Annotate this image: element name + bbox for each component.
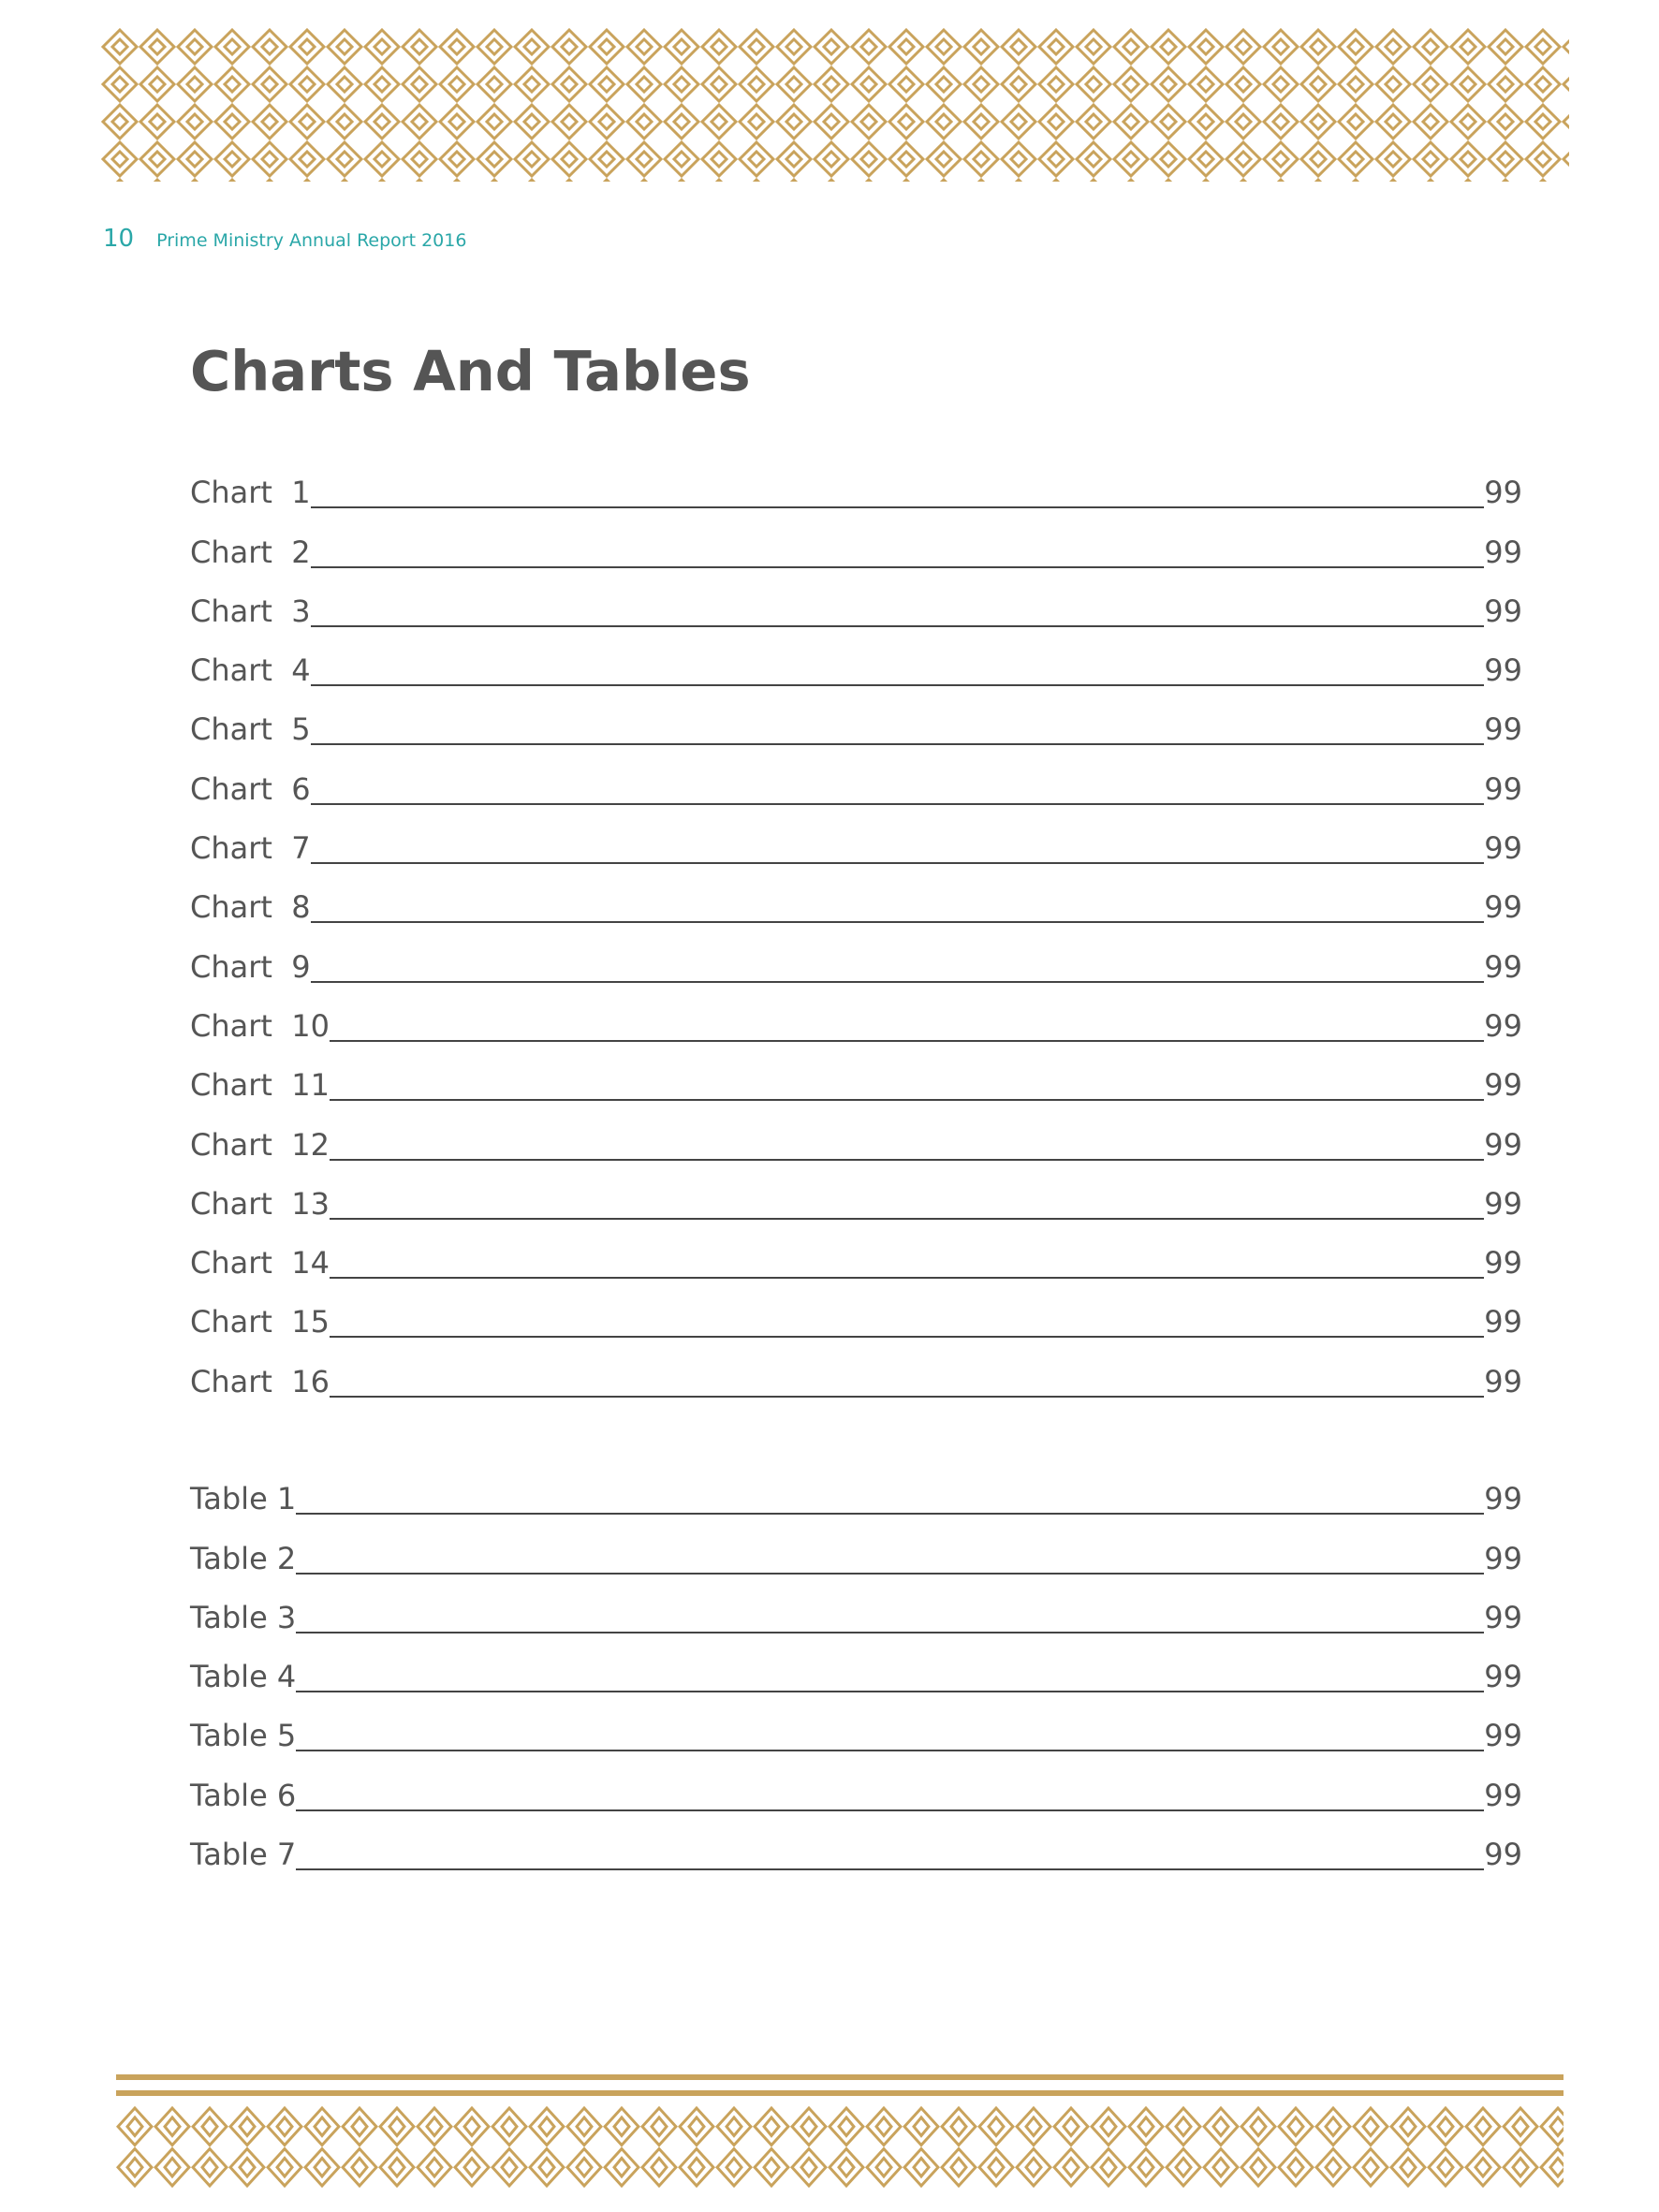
chart-entry[interactable] — [190, 454, 1522, 513]
leader-line — [311, 803, 1485, 805]
leader-line — [330, 1040, 1484, 1042]
entry-page: 99 — [1484, 1599, 1522, 1635]
page-title: Charts And Tables — [190, 339, 751, 403]
chart-entry[interactable] — [190, 988, 1522, 1047]
entry-label: Table 2 — [190, 1540, 297, 1576]
entry-label: Table 7 — [190, 1837, 297, 1873]
running-title: Prime Ministry Annual Report 2016 — [156, 230, 467, 251]
leader-line — [311, 566, 1485, 568]
leader-line — [330, 1336, 1484, 1338]
top-ornament-border — [101, 28, 1569, 182]
leader-line — [296, 1809, 1484, 1811]
leader-line — [296, 1573, 1484, 1575]
entry-label: Chart 3 — [190, 593, 311, 629]
chart-entry[interactable] — [190, 1047, 1522, 1106]
entry-page: 99 — [1484, 475, 1522, 511]
entry-label: Chart 7 — [190, 830, 311, 867]
leader-line — [311, 743, 1485, 745]
leader-line — [296, 1513, 1484, 1515]
leader-line — [311, 862, 1485, 864]
table-entry[interactable] — [190, 1460, 1522, 1519]
entry-label: Chart 4 — [190, 652, 311, 689]
entry-label: Table 6 — [190, 1777, 297, 1813]
charts-list — [190, 454, 1522, 1402]
entry-label: Chart 12 — [190, 1126, 330, 1163]
chart-entry[interactable] — [190, 750, 1522, 809]
entry-label: Table 4 — [190, 1659, 297, 1695]
leader-line — [296, 1750, 1484, 1751]
entry-label: Table 5 — [190, 1718, 297, 1754]
entry-label: Chart 5 — [190, 711, 311, 748]
footer-rule-top — [116, 2074, 1564, 2080]
table-entry[interactable] — [190, 1519, 1522, 1578]
tables-list — [190, 1460, 1522, 1875]
leader-line — [311, 625, 1485, 627]
entry-label: Chart 16 — [190, 1363, 330, 1399]
entry-label: Chart 15 — [190, 1304, 330, 1340]
chart-entry[interactable] — [190, 810, 1522, 869]
footer-rule-bottom — [116, 2090, 1564, 2096]
entry-label: Table 1 — [190, 1481, 297, 1517]
entry-label: Chart 10 — [190, 1007, 330, 1044]
entry-label: Chart 11 — [190, 1067, 330, 1104]
leader-line — [311, 506, 1485, 508]
entry-page: 99 — [1484, 830, 1522, 867]
chart-entry[interactable] — [190, 1342, 1522, 1401]
entry-page: 99 — [1484, 1837, 1522, 1873]
entry-label: Table 3 — [190, 1599, 297, 1635]
leader-line — [330, 1277, 1484, 1279]
leader-line — [311, 684, 1485, 686]
entry-page: 99 — [1484, 770, 1522, 807]
page-header — [103, 225, 466, 253]
entry-label: Chart 13 — [190, 1185, 330, 1222]
table-entry[interactable] — [190, 1638, 1522, 1697]
table-entry[interactable] — [190, 1756, 1522, 1815]
entry-page: 99 — [1484, 1067, 1522, 1104]
entry-page: 99 — [1484, 1718, 1522, 1754]
entry-page: 99 — [1484, 711, 1522, 748]
entry-label: Chart 14 — [190, 1245, 330, 1282]
entry-label: Chart 6 — [190, 770, 311, 807]
chart-entry[interactable] — [190, 1283, 1522, 1342]
leader-line — [330, 1099, 1484, 1101]
chart-entry[interactable] — [190, 632, 1522, 691]
entry-label: Chart 1 — [190, 475, 311, 511]
table-entry[interactable] — [190, 1816, 1522, 1875]
entry-page: 99 — [1484, 1245, 1522, 1282]
chart-entry[interactable] — [190, 1106, 1522, 1165]
chart-entry[interactable] — [190, 573, 1522, 632]
entry-page: 99 — [1484, 593, 1522, 629]
table-entry[interactable] — [190, 1579, 1522, 1638]
entry-page: 99 — [1484, 889, 1522, 926]
entry-page: 99 — [1484, 1481, 1522, 1517]
leader-line — [311, 921, 1485, 923]
entry-page: 99 — [1484, 1363, 1522, 1399]
chart-entry[interactable] — [190, 1224, 1522, 1283]
bottom-ornament-border — [116, 2106, 1564, 2188]
leader-line — [296, 1691, 1484, 1692]
entry-page: 99 — [1484, 1126, 1522, 1163]
chart-entry[interactable] — [190, 691, 1522, 750]
entry-page: 99 — [1484, 1777, 1522, 1813]
chart-entry[interactable] — [190, 1165, 1522, 1224]
entry-page: 99 — [1484, 1185, 1522, 1222]
leader-line — [330, 1218, 1484, 1220]
entry-label: Chart 8 — [190, 889, 311, 926]
entry-label: Chart 9 — [190, 948, 311, 985]
leader-line — [311, 981, 1485, 983]
entry-page: 99 — [1484, 948, 1522, 985]
leader-line — [296, 1868, 1484, 1870]
leader-line — [330, 1159, 1484, 1161]
entry-page: 99 — [1484, 534, 1522, 570]
entry-page: 99 — [1484, 1007, 1522, 1044]
leader-line — [330, 1396, 1484, 1398]
table-entry[interactable] — [190, 1697, 1522, 1756]
chart-entry[interactable] — [190, 869, 1522, 928]
entry-page: 99 — [1484, 1540, 1522, 1576]
leader-line — [296, 1632, 1484, 1633]
chart-entry[interactable] — [190, 513, 1522, 572]
entry-page: 99 — [1484, 1304, 1522, 1340]
entry-page: 99 — [1484, 652, 1522, 689]
entry-label: Chart 2 — [190, 534, 311, 570]
entry-page: 99 — [1484, 1659, 1522, 1695]
page-number: 10 — [103, 225, 135, 253]
chart-entry[interactable] — [190, 928, 1522, 987]
